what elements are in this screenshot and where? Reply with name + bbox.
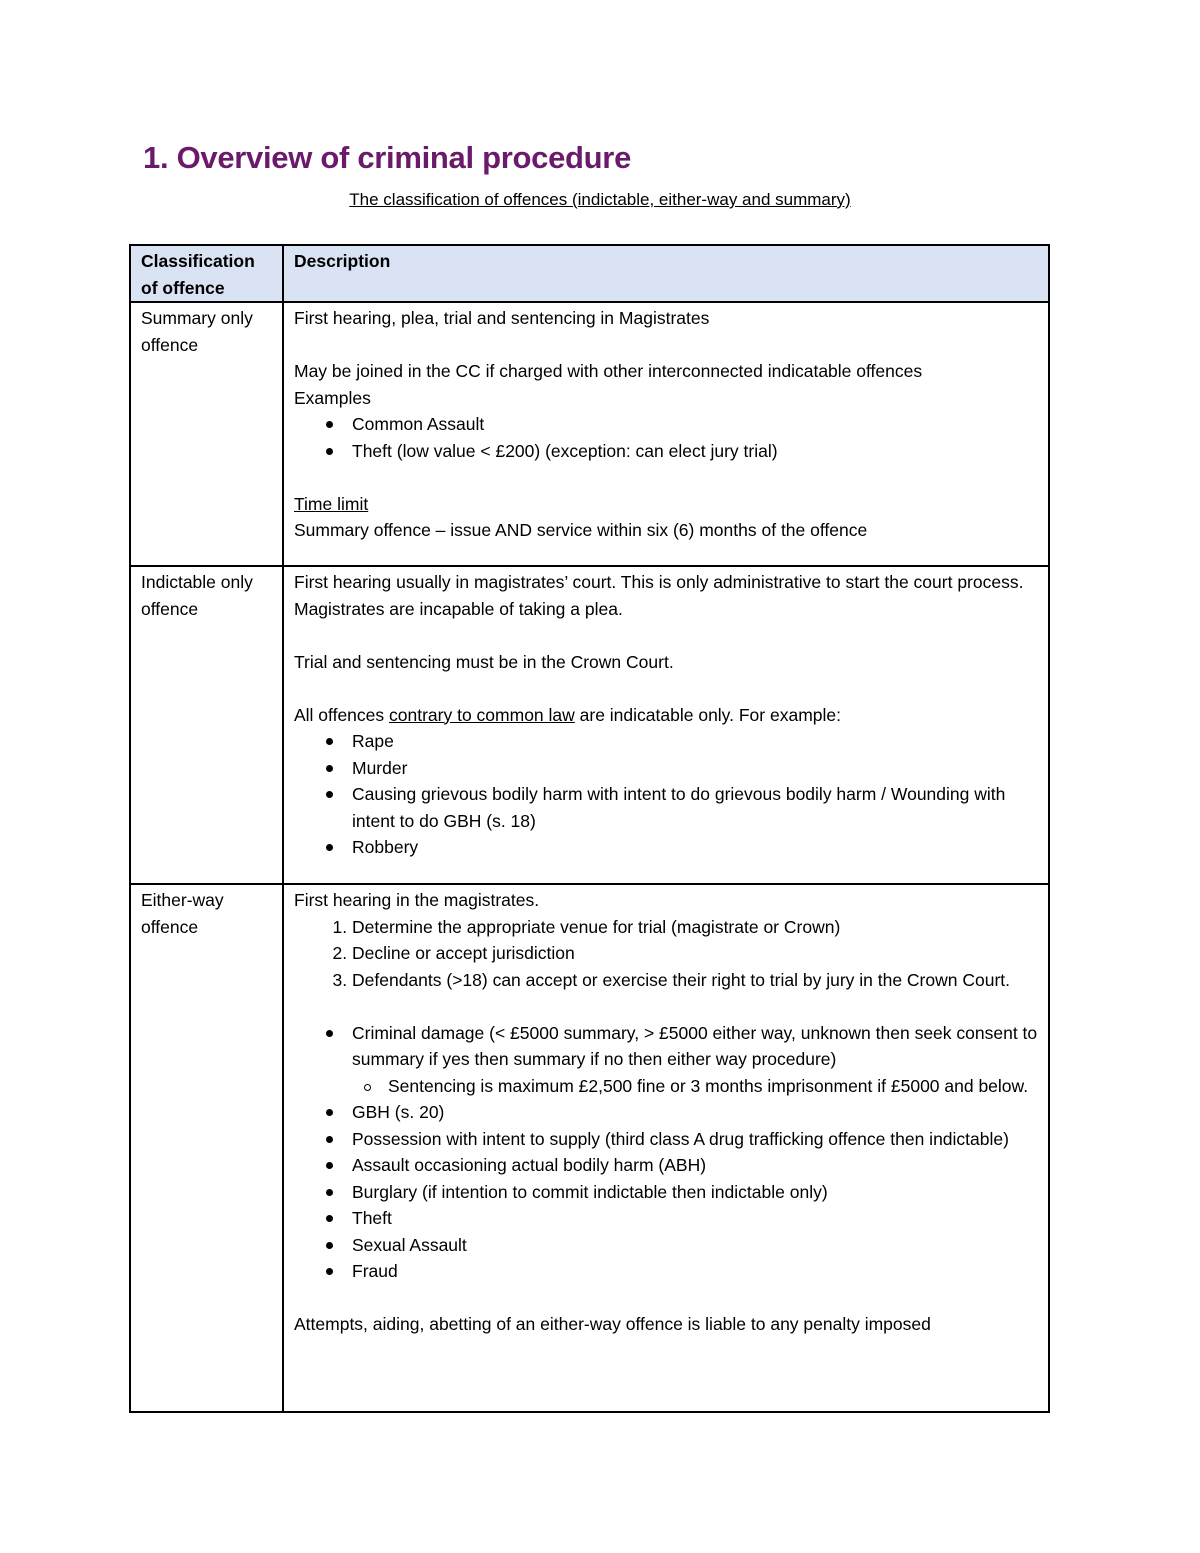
either-way-label: Either-way offence <box>130 884 283 1412</box>
header-description: Description <box>283 245 1049 302</box>
indictable-examples-list <box>294 728 1038 861</box>
list-item: 1. Determine the appropriate venue for trial (magistrate or Crown) <box>352 914 1038 941</box>
list-item: Sentencing is maximum £2,500 fine or 3 months imprisonment if £5000 and below. <box>388 1073 1038 1100</box>
list-item: Sexual Assault <box>352 1232 1038 1259</box>
list-item: Robbery <box>352 834 1038 861</box>
indictable-line1: First hearing usually in magistrates’ court. This is only administrative to start the court process. Magistrates are incapable of taking a plea. <box>294 572 1024 619</box>
summary-description <box>283 302 1049 566</box>
indictable-label: Indictable only offence <box>130 566 283 884</box>
summary-examples-list <box>294 411 1038 464</box>
either-way-examples-list <box>294 1020 1038 1285</box>
list-item: Fraud <box>352 1258 1038 1285</box>
page-title: 1. Overview of criminal procedure <box>143 140 632 175</box>
list-item: Possession with intent to supply (third class A drug trafficking offence then indictable) <box>352 1126 1038 1153</box>
table-row-summary <box>130 302 1049 566</box>
header-classification: Classification of offence <box>130 245 283 302</box>
summary-examples-label: Examples <box>294 387 371 408</box>
indictable-line3-pre: All offences <box>294 704 390 725</box>
page-subtitle: The classification of offences (indictable, either-way and summary) <box>349 190 851 209</box>
table-header-row <box>130 245 1049 302</box>
list-item: Burglary (if intention to commit indictable then indictable only) <box>352 1179 1038 1206</box>
table-row-either-way <box>130 884 1049 1412</box>
table-row-indictable <box>130 566 1049 884</box>
offence-classification-table <box>129 244 1050 1413</box>
either-way-steps <box>294 914 1038 994</box>
indictable-line3-underlined: contrary to common law <box>389 704 575 725</box>
summary-time-limit-label: Time limit <box>294 493 369 514</box>
list-item: 2. Decline or accept jurisdiction <box>352 940 1038 967</box>
indictable-line3 <box>294 702 1038 729</box>
summary-time-limit-text: Summary offence – issue AND service within six (6) months of the offence <box>294 520 868 540</box>
either-way-line1: First hearing in the magistrates. <box>294 890 540 910</box>
summary-line2: May be joined in the CC if charged with other interconnected indicatable offences <box>294 361 923 381</box>
list-item: GBH (s. 20) <box>352 1099 1038 1126</box>
indictable-line3-post: are indicatable only. For example: <box>574 704 841 725</box>
list-item: Rape <box>352 728 1038 755</box>
list-item: Causing grievous bodily harm with intent to do grievous bodily harm / Wounding with intent to do GBH (s. 18) <box>352 781 1038 834</box>
indictable-description <box>283 566 1049 884</box>
list-item: Common Assault <box>352 411 1038 438</box>
either-way-footer: Attempts, aiding, abetting of an either-way offence is liable to any penalty imposed <box>294 1314 931 1334</box>
indictable-line2: Trial and sentencing must be in the Crown Court. <box>294 651 674 672</box>
list-item: Murder <box>352 755 1038 782</box>
list-item: 3. Defendants (>18) can accept or exercise their right to trial by jury in the Crown Court. <box>352 967 1038 994</box>
summary-label: Summary only offence <box>130 302 283 566</box>
list-item: Theft <box>352 1205 1038 1232</box>
summary-line1: First hearing, plea, trial and sentencing in Magistrates <box>294 308 710 328</box>
criminal-damage-text: Criminal damage (< £5000 summary, > £5000 either way, unknown then seek consent to summary if yes then summary if no then either way procedure) <box>352 1022 1038 1069</box>
criminal-damage-sublist <box>352 1073 1038 1100</box>
list-item <box>352 1020 1038 1100</box>
list-item: Theft (low value < £200) (exception: can elect jury trial) <box>352 438 1038 465</box>
list-item: Assault occasioning actual bodily harm (ABH) <box>352 1152 1038 1179</box>
either-way-description <box>283 884 1049 1412</box>
